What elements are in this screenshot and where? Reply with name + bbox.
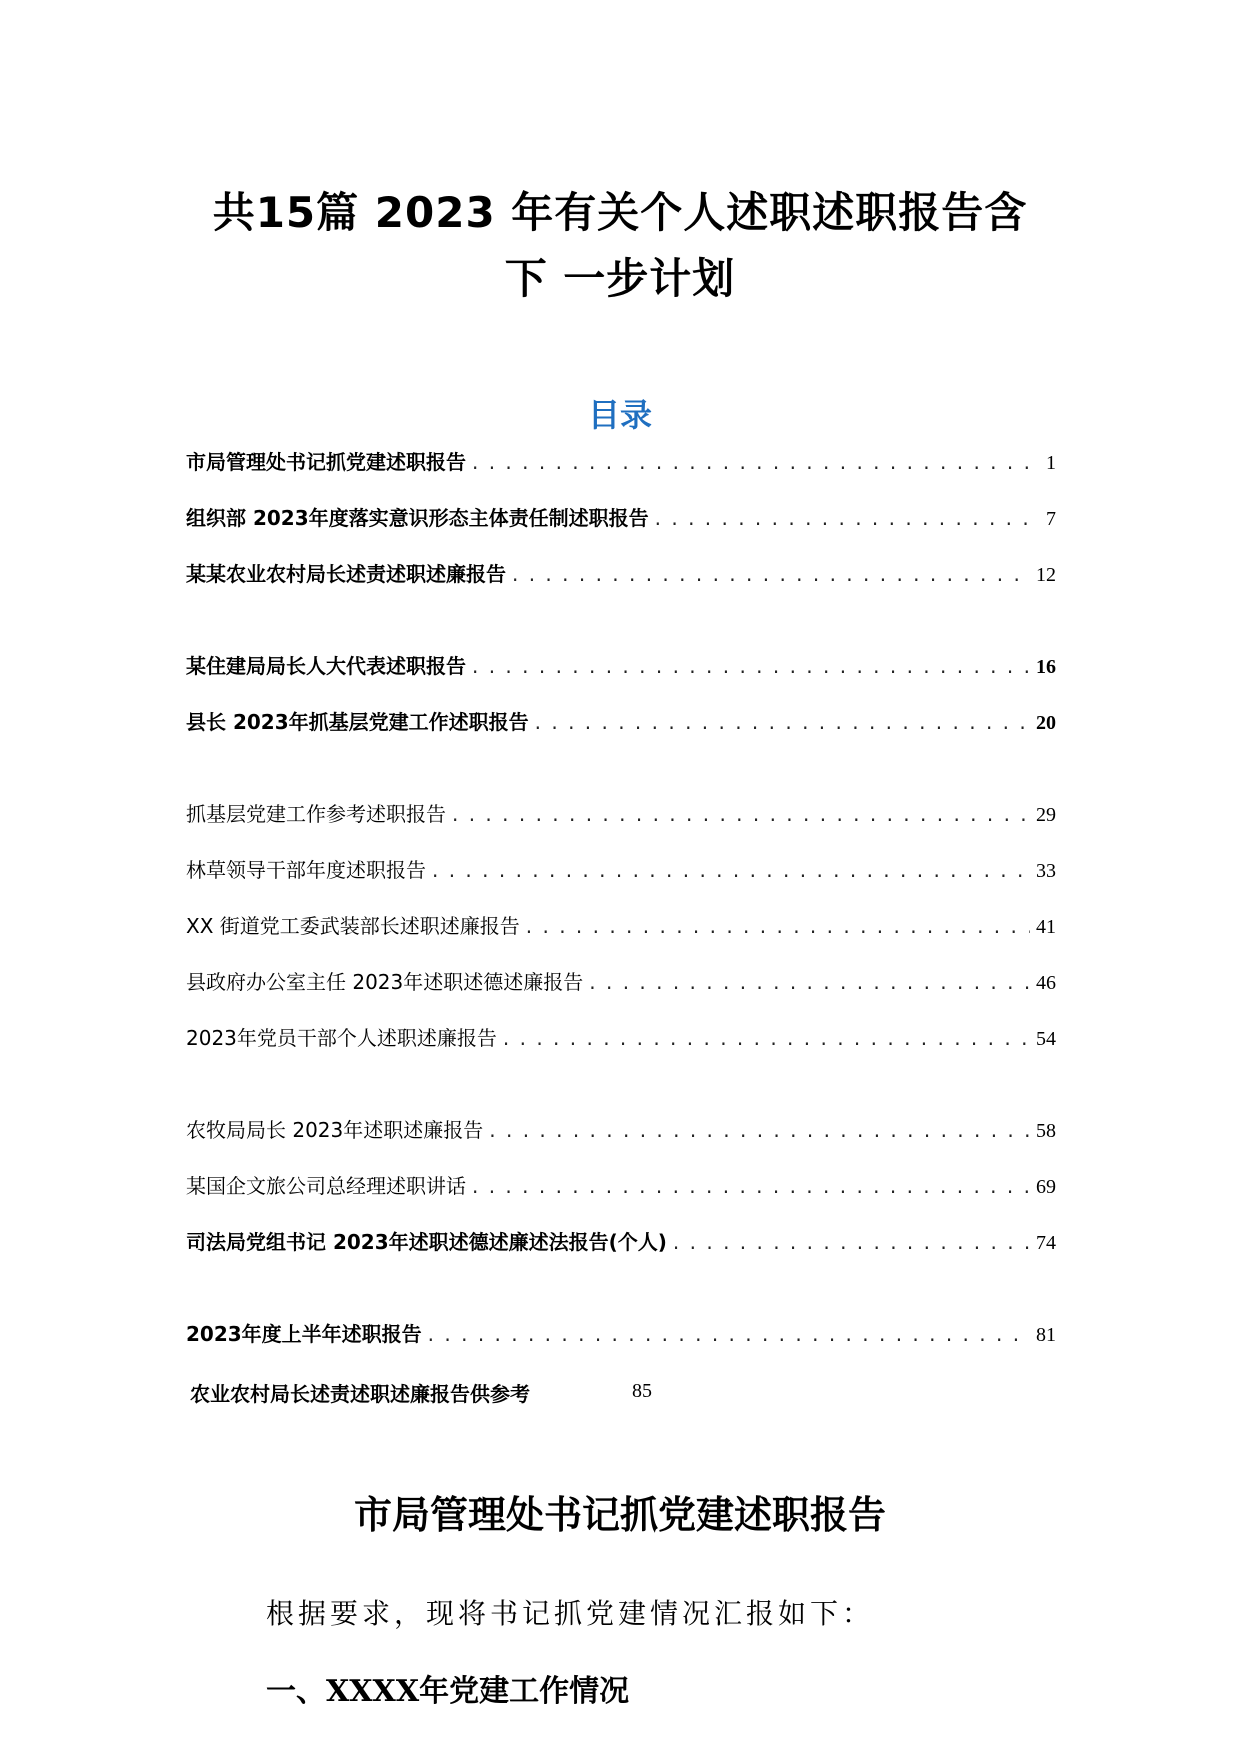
toc-entry-label: 某住建局局长人大代表述职报告 bbox=[186, 654, 466, 678]
toc-entry[interactable] bbox=[186, 446, 1056, 480]
section-subheading: 一、XXXX年党建工作情况 bbox=[266, 1674, 630, 1709]
toc-entry[interactable] bbox=[186, 1114, 1056, 1148]
toc-leader-dots bbox=[472, 1174, 1030, 1198]
toc-entry-label: 某国企文旅公司总经理述职讲话 bbox=[186, 1174, 466, 1198]
toc-entry-page: 20 bbox=[1036, 712, 1056, 734]
toc-entry[interactable] bbox=[186, 1022, 1056, 1056]
toc-entry-page: 69 bbox=[1036, 1176, 1056, 1198]
toc-entry-page: 1 bbox=[1046, 452, 1056, 474]
toc-entry-page: 58 bbox=[1036, 1120, 1056, 1142]
toc-entry-last-page: 85 bbox=[632, 1380, 652, 1402]
toc-entry[interactable] bbox=[186, 558, 1056, 592]
toc-entry-label: 司法局党组书记 2023年述职述德述廉述法报告(个人) bbox=[186, 1230, 667, 1254]
toc-entry-page: 29 bbox=[1036, 804, 1056, 826]
toc-entry[interactable] bbox=[186, 854, 1056, 888]
intro-paragraph: 根据要求，现将书记抓党建情况汇报如下： bbox=[266, 1597, 875, 1630]
toc-entry-page: 54 bbox=[1036, 1028, 1056, 1050]
toc-entry-page: 33 bbox=[1036, 860, 1056, 882]
toc-entry-label: XX 街道党工委武装部长述职述廉报告 bbox=[186, 914, 520, 938]
toc-heading: 目录 bbox=[587, 396, 652, 434]
toc-entry-page: 41 bbox=[1036, 916, 1056, 938]
toc-leader-dots bbox=[589, 970, 1030, 994]
toc-entry[interactable] bbox=[186, 502, 1056, 536]
toc-entry-page: 7 bbox=[1046, 508, 1056, 530]
toc-leader-dots bbox=[472, 654, 1030, 678]
toc-entry[interactable] bbox=[186, 1226, 1056, 1260]
toc-entry[interactable] bbox=[186, 910, 1056, 944]
toc-leader-dots bbox=[472, 450, 1040, 474]
toc-entry-page: 12 bbox=[1036, 564, 1056, 586]
toc-entry-label: 林草领导干部年度述职报告 bbox=[186, 858, 426, 882]
toc-entry-label: 组织部 2023年度落实意识形态主体责任制述职报告 bbox=[186, 506, 649, 530]
toc-entry-label: 县政府办公室主任 2023年述职述德述廉报告 bbox=[186, 970, 584, 994]
toc-leader-dots bbox=[432, 858, 1030, 882]
document-title-line-2: 下 一步计划 bbox=[504, 254, 736, 303]
toc-leader-dots bbox=[452, 802, 1030, 826]
toc-entry-page: 46 bbox=[1036, 972, 1056, 994]
section-title: 市局管理处书记抓党建述职报告 bbox=[353, 1493, 886, 1537]
toc-entry[interactable] bbox=[186, 798, 1056, 832]
toc-entry[interactable] bbox=[186, 1318, 1056, 1352]
toc-leader-dots bbox=[673, 1230, 1030, 1254]
toc-entry-label: 某某农业农村局长述责述职述廉报告 bbox=[186, 562, 506, 586]
toc-leader-dots bbox=[526, 914, 1030, 938]
toc-entry[interactable] bbox=[186, 1170, 1056, 1204]
toc-entry[interactable] bbox=[186, 650, 1056, 684]
toc-entry-page: 16 bbox=[1036, 656, 1056, 678]
toc-leader-dots bbox=[428, 1322, 1030, 1346]
toc-entry-label: 抓基层党建工作参考述职报告 bbox=[186, 802, 446, 826]
toc-entry[interactable] bbox=[186, 706, 1056, 740]
toc-entry-label: 农牧局局长 2023年述职述廉报告 bbox=[186, 1118, 484, 1142]
toc-leader-dots bbox=[512, 562, 1030, 586]
document-title-line-1: 共15篇 2023 年有关个人述职述职报告含 bbox=[212, 188, 1028, 237]
toc-entry-page: 81 bbox=[1036, 1324, 1056, 1346]
toc-entry-last-label[interactable]: 农业农村局长述责述职述廉报告供参考 bbox=[190, 1382, 530, 1406]
toc-leader-dots bbox=[535, 710, 1030, 734]
toc-entry-label: 2023年度上半年述职报告 bbox=[186, 1322, 422, 1346]
toc-entry[interactable] bbox=[186, 966, 1056, 1000]
toc-entry-label: 县长 2023年抓基层党建工作述职报告 bbox=[186, 710, 529, 734]
toc-entry-label: 2023年党员干部个人述职述廉报告 bbox=[186, 1026, 497, 1050]
toc-leader-dots bbox=[655, 506, 1040, 530]
toc-entry-label: 市局管理处书记抓党建述职报告 bbox=[186, 450, 466, 474]
toc-leader-dots bbox=[489, 1118, 1030, 1142]
toc-entry-page: 74 bbox=[1036, 1232, 1056, 1254]
toc-leader-dots bbox=[503, 1026, 1030, 1050]
